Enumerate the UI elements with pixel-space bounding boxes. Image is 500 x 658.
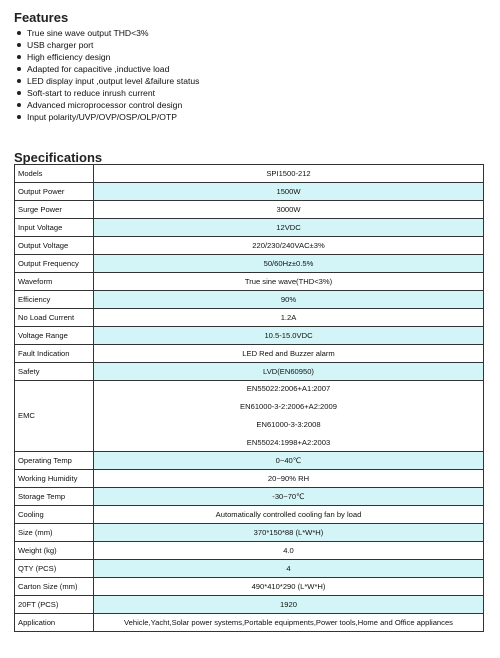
spec-value: 4.0 [94,542,484,560]
spec-label: Application [15,614,94,632]
table-row [15,578,484,596]
spec-value: True sine wave(THD<3%) [94,273,484,291]
emc-standard: EN61000-3-3:2008 [256,420,321,429]
feature-item: Input polarity/UVP/OVP/OSP/OLP/OTP [14,111,199,123]
spec-value: 1500W [94,183,484,201]
table-row [15,560,484,578]
feature-item: USB charger port [14,39,199,51]
emc-standard: EN55022:2006+A1:2007 [246,384,331,393]
spec-label: 20FT (PCS) [15,596,94,614]
bullet-icon [17,115,21,119]
table-row [15,237,484,255]
table-row [15,345,484,363]
spec-value: 12VDC [94,219,484,237]
spec-value: 20~90% RH [94,470,484,488]
spec-value: 220/230/240VAC±3% [94,237,484,255]
spec-label: Safety [15,363,94,381]
spec-value: 90% [94,291,484,309]
bullet-icon [17,79,21,83]
bullet-icon [17,31,21,35]
bullet-icon [17,91,21,95]
features-list [14,27,199,123]
bullet-icon [17,67,21,71]
feature-item: Advanced microprocessor control design [14,99,199,111]
table-row-emc [15,381,484,452]
feature-item: Adapted for capacitive ,inductive load [14,63,199,75]
emc-standard: EN61000-3-2:2006+A2:2009 [240,402,337,411]
spec-label: Output Voltage [15,237,94,255]
table-row [15,183,484,201]
spec-label: Weight (kg) [15,542,94,560]
table-row [15,165,484,183]
spec-label: Output Frequency [15,255,94,273]
bullet-icon [17,43,21,47]
spec-value: 0~40℃ [94,452,484,470]
spec-label: Voltage Range [15,327,94,345]
features-title: Features [14,10,69,25]
specifications-table [14,164,484,632]
spec-label: Fault Indication [15,345,94,363]
feature-item: Soft-start to reduce inrush current [14,87,199,99]
spec-label: Carton Size (mm) [15,578,94,596]
spec-label: Size (mm) [15,524,94,542]
table-row [15,273,484,291]
spec-value: 50/60Hz±0.5% [94,255,484,273]
table-row [15,470,484,488]
emc-standards-list [97,384,480,448]
table-row [15,363,484,381]
table-row [15,327,484,345]
table-row [15,309,484,327]
feature-item: LED display input ,output level &failure status [14,75,199,87]
spec-label: Storage Temp [15,488,94,506]
spec-value: 10.5-15.0VDC [94,327,484,345]
table-row [15,542,484,560]
spec-label: Models [15,165,94,183]
bullet-icon [17,103,21,107]
spec-value: Automatically controlled cooling fan by load [94,506,484,524]
spec-value: 490*410*290 (L*W*H) [94,578,484,596]
table-row [15,596,484,614]
spec-value: LVD(EN60950) [94,363,484,381]
spec-value: 1.2A [94,309,484,327]
spec-label: Surge Power [15,201,94,219]
spec-value: 370*150*88 (L*W*H) [94,524,484,542]
spec-label: Operating Temp [15,452,94,470]
spec-label: No Load Current [15,309,94,327]
spec-label: QTY (PCS) [15,560,94,578]
feature-item: True sine wave output THD<3% [14,27,199,39]
spec-value: Vehicle,Yacht,Solar power systems,Portable equipments,Power tools,Home and Office appliances [94,614,484,632]
table-row [15,506,484,524]
table-row [15,255,484,273]
blank-box [396,399,474,433]
spec-value: LED Red and Buzzer alarm [94,345,484,363]
table-row [15,488,484,506]
spec-label: Working Humidity [15,470,94,488]
table-row [15,201,484,219]
bullet-icon [17,55,21,59]
spec-value: 1920 [94,596,484,614]
table-row [15,452,484,470]
table-row [15,291,484,309]
specifications-title: Specifications [14,150,103,165]
table-row [15,219,484,237]
spec-label: Input Voltage [15,219,94,237]
emc-standard: EN55024:1998+A2:2003 [246,438,331,447]
spec-value-emc [94,381,484,452]
feature-item: High efficiency design [14,51,199,63]
spec-value: -30~70℃ [94,488,484,506]
spec-label: Output Power [15,183,94,201]
table-row [15,614,484,632]
table-row [15,524,484,542]
spec-label: EMC [15,381,94,452]
spec-value: 4 [94,560,484,578]
spec-label: Cooling [15,506,94,524]
spec-value: 3000W [94,201,484,219]
spec-label: Efficiency [15,291,94,309]
spec-label: Waveform [15,273,94,291]
spec-value: SPI1500-212 [94,165,484,183]
